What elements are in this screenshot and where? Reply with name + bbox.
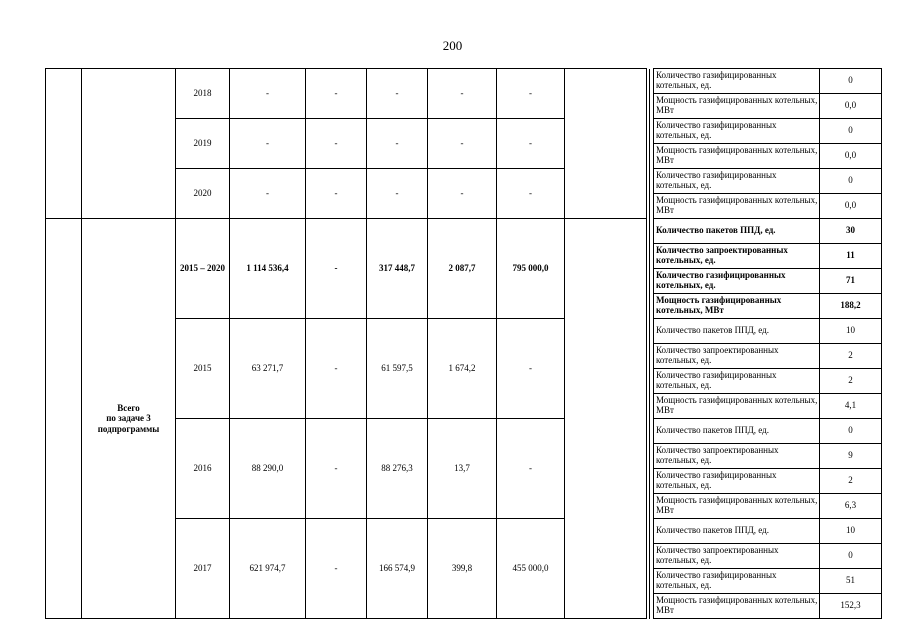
- indicator-name: Количество газифицированных котельных, ед.: [654, 69, 820, 94]
- value-cell: 399,8: [428, 519, 497, 619]
- indicator-value: 11: [820, 244, 882, 269]
- value-cell: 621 974,7: [230, 519, 306, 619]
- value-cell: 88 290,0: [230, 419, 306, 519]
- indicator-value: 9: [820, 444, 882, 469]
- indicator-name: Количество газифицированных котельных, ед.: [654, 369, 820, 394]
- year-cell: 2016: [176, 419, 230, 519]
- value-cell: -: [306, 69, 367, 119]
- indicator-value: 0,0: [820, 194, 882, 219]
- indicator-name: Количество пакетов ППД, ед.: [654, 419, 820, 444]
- indicator-name: Мощность газифицированных котельных, МВт: [654, 594, 820, 619]
- value-cell: -: [497, 419, 565, 519]
- indicator-name: Количество запроектированных котельных, ед.: [654, 344, 820, 369]
- blank-cell: [46, 219, 82, 619]
- indicator-name: Мощность газифицированных котельных, МВт: [654, 394, 820, 419]
- value-cell: -: [497, 119, 565, 169]
- indicator-value: 0: [820, 169, 882, 194]
- indicator-value: 4,1: [820, 394, 882, 419]
- value-cell: 455 000,0: [497, 519, 565, 619]
- value-cell: 2 087,7: [428, 219, 497, 319]
- value-cell: -: [428, 69, 497, 119]
- year-cell: 2015: [176, 319, 230, 419]
- indicator-name: Количество запроектированных котельных, ед.: [654, 444, 820, 469]
- total-label-line: по задаче 3: [106, 413, 151, 424]
- indicator-value: 2: [820, 344, 882, 369]
- value-cell: 88 276,3: [367, 419, 428, 519]
- indicator-name: Количество газифицированных котельных, ед.: [654, 569, 820, 594]
- value-cell: -: [306, 169, 367, 219]
- value-cell: -: [428, 119, 497, 169]
- indicator-value: 0: [820, 119, 882, 144]
- indicator-value: 51: [820, 569, 882, 594]
- value-cell: -: [306, 319, 367, 419]
- value-cell: 317 448,7: [367, 219, 428, 319]
- indicator-name: Количество газифицированных котельных, ед.: [654, 169, 820, 194]
- year-cell: 2018: [176, 69, 230, 119]
- total-label-line: подпрограммы: [97, 423, 160, 434]
- indicator-name: Количество запроектированных котельных, ед.: [654, 244, 820, 269]
- table-row: [46, 69, 882, 94]
- value-cell: -: [306, 419, 367, 519]
- value-cell: -: [306, 119, 367, 169]
- value-cell: -: [230, 69, 306, 119]
- value-cell: 795 000,0: [497, 219, 565, 319]
- indicator-name: Количество пакетов ППД, ед.: [654, 519, 820, 544]
- indicator-name: Мощность газифицированных котельных, МВт: [654, 94, 820, 119]
- total-label-cell: [82, 219, 176, 619]
- indicator-value: 0: [820, 419, 882, 444]
- indicator-value: 10: [820, 319, 882, 344]
- indicator-value: 0: [820, 69, 882, 94]
- value-cell: -: [497, 319, 565, 419]
- indicator-name: Количество газифицированных котельных, ед.: [654, 269, 820, 294]
- year-cell: 2020: [176, 169, 230, 219]
- value-cell: -: [367, 69, 428, 119]
- indicator-value: 30: [820, 219, 882, 244]
- indicator-value: 2: [820, 369, 882, 394]
- value-cell: 166 574,9: [367, 519, 428, 619]
- indicator-value: 0: [820, 544, 882, 569]
- value-cell: -: [230, 169, 306, 219]
- indicator-name: Количество пакетов ППД, ед.: [654, 219, 820, 244]
- table-row: [46, 219, 882, 244]
- indicator-value: 152,3: [820, 594, 882, 619]
- blank-cell: [46, 69, 82, 219]
- value-cell: 63 271,7: [230, 319, 306, 419]
- indicator-name: Мощность газифицированных котельных, МВт: [654, 194, 820, 219]
- value-cell: -: [306, 519, 367, 619]
- year-cell: 2019: [176, 119, 230, 169]
- indicator-name: Количество запроектированных котельных, ед.: [654, 544, 820, 569]
- value-cell: -: [230, 119, 306, 169]
- indicator-value: 71: [820, 269, 882, 294]
- value-cell: -: [306, 219, 367, 319]
- executor-cell: [565, 219, 647, 619]
- year-cell: 2015 – 2020: [176, 219, 230, 319]
- indicator-value: 2: [820, 469, 882, 494]
- indicator-name: Количество газифицированных котельных, ед.: [654, 469, 820, 494]
- indicator-value: 6,3: [820, 494, 882, 519]
- executor-cell: [565, 69, 647, 219]
- value-cell: 61 597,5: [367, 319, 428, 419]
- value-cell: -: [367, 119, 428, 169]
- value-cell: 1 674,2: [428, 319, 497, 419]
- indicator-value: 0,0: [820, 144, 882, 169]
- value-cell: 1 114 536,4: [230, 219, 306, 319]
- indicator-name: Мощность газифицированных котельных, МВт: [654, 144, 820, 169]
- budget-table: [45, 68, 882, 619]
- indicator-name: Количество пакетов ППД, ед.: [654, 319, 820, 344]
- total-label-line: Всего: [117, 402, 140, 413]
- value-cell: -: [497, 69, 565, 119]
- indicator-value: 0,0: [820, 94, 882, 119]
- indicator-name: Мощность газифицированных котельных, МВт: [654, 294, 820, 319]
- page-number: 200: [442, 38, 463, 53]
- blank-cell: [82, 69, 176, 219]
- indicator-value: 10: [820, 519, 882, 544]
- value-cell: -: [497, 169, 565, 219]
- value-cell: -: [428, 169, 497, 219]
- year-cell: 2017: [176, 519, 230, 619]
- indicator-value: 188,2: [820, 294, 882, 319]
- indicator-name: Мощность газифицированных котельных, МВт: [654, 494, 820, 519]
- indicator-name: Количество газифицированных котельных, ед.: [654, 119, 820, 144]
- value-cell: 13,7: [428, 419, 497, 519]
- value-cell: -: [367, 169, 428, 219]
